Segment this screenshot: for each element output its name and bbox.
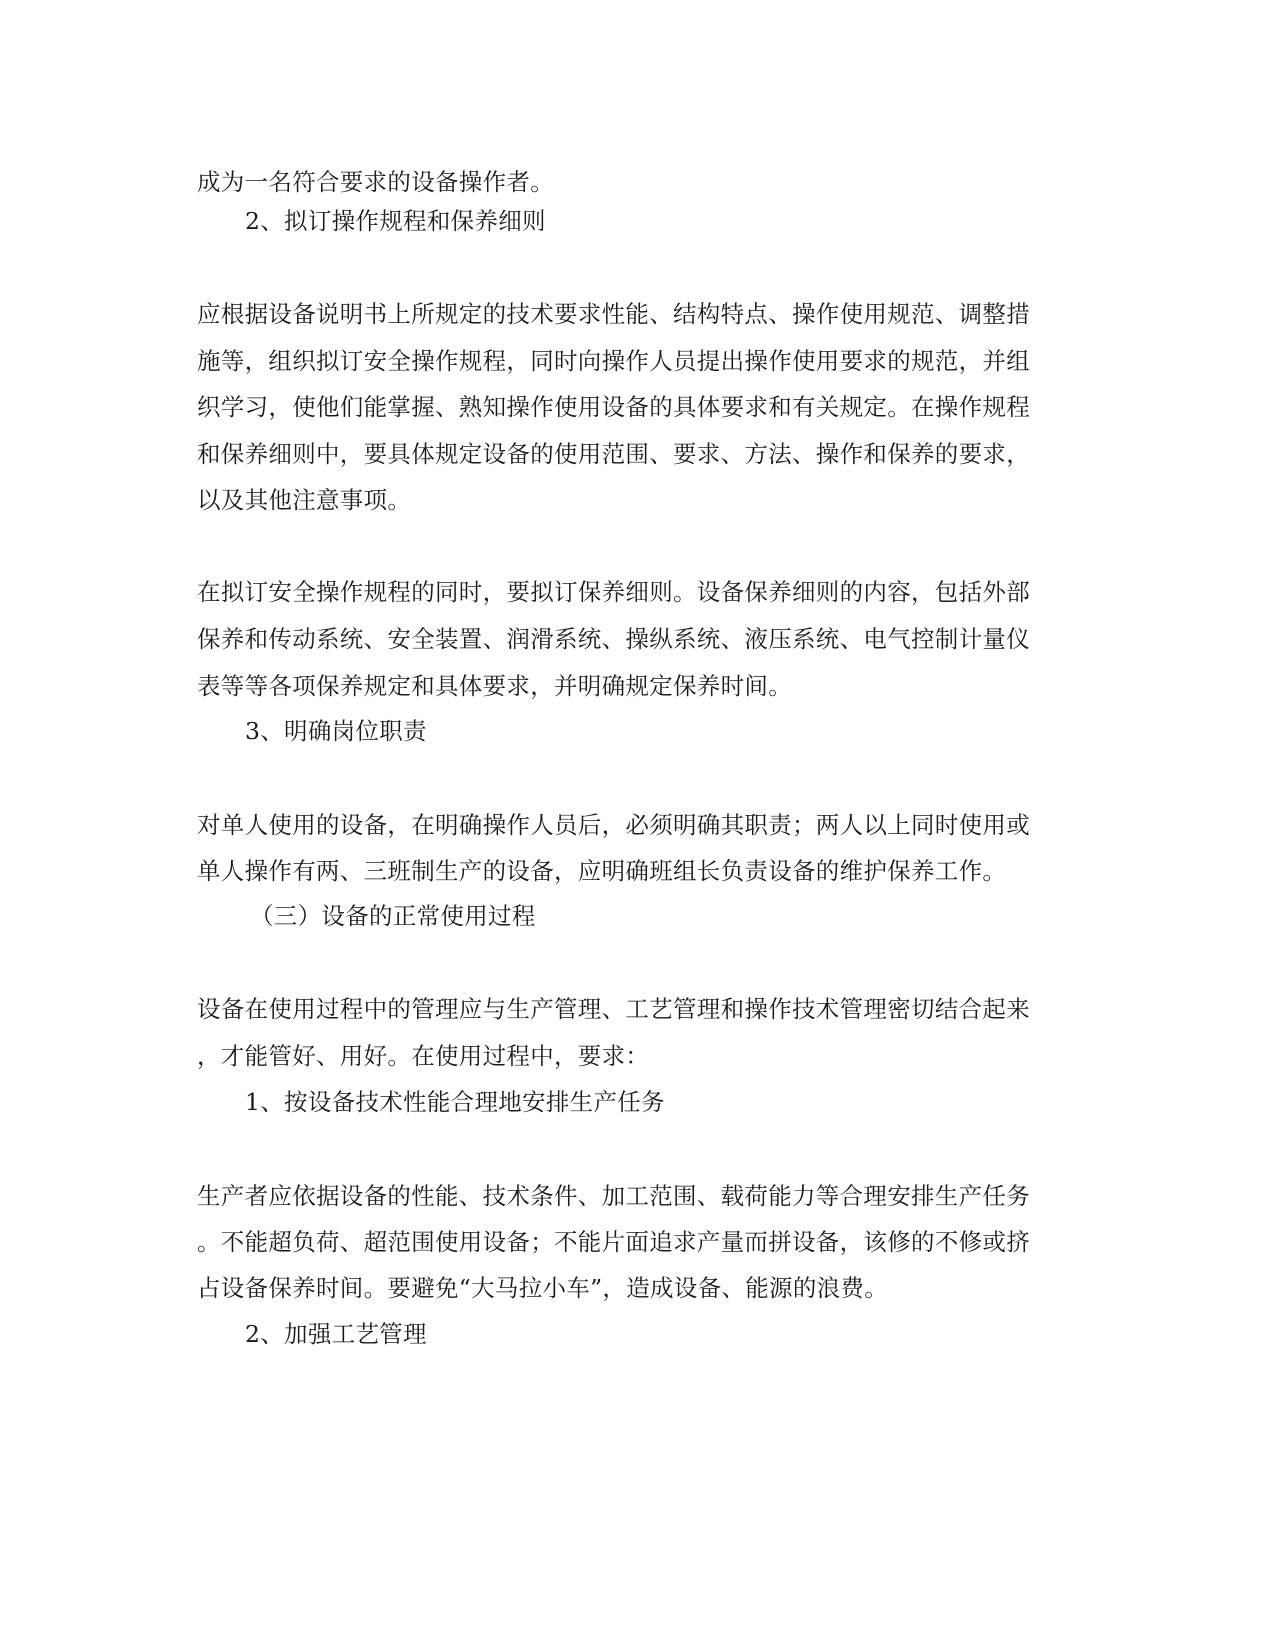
body-text-line: 。不能超负荷、超范围使用设备；不能片面追求产量而拼设备，该修的不修或挤 (197, 1228, 1030, 1256)
body-text-line: 以及其他注意事项。 (197, 486, 412, 514)
section-heading: （三）设备的正常使用过程 (250, 902, 536, 930)
body-text-line: 应根据设备说明书上所规定的技术要求性能、结构特点、操作使用规范、调整措 (197, 300, 1030, 328)
body-text-line: 生产者应依据设备的性能、技术条件、加工范围、载荷能力等合理安排生产任务 (197, 1182, 1030, 1210)
body-text-line: 占设备保养时间。要避免“大马拉小车”，造成设备、能源的浪费。 (197, 1274, 889, 1302)
body-text-line: 织学习，使他们能掌握、熟知操作使用设备的具体要求和有关规定。在操作规程 (197, 393, 1030, 421)
body-text-line: 对单人使用的设备，在明确操作人员后，必须明确其职责；两人以上同时使用或 (197, 811, 1030, 839)
body-text-line: ，才能管好、用好。在使用过程中，要求： (197, 1042, 650, 1070)
body-text-line: 保养和传动系统、安全装置、润滑系统、操纵系统、液压系统、电气控制计量仪 (197, 625, 1030, 653)
subsection-heading: 2、加强工艺管理 (245, 1320, 427, 1348)
subsection-heading: 1、按设备技术性能合理地安排生产任务 (245, 1088, 665, 1116)
body-text-line: 在拟订安全操作规程的同时，要拟订保养细则。设备保养细则的内容，包括外部 (197, 578, 1030, 606)
body-text-line: 表等等各项保养规定和具体要求，并明确规定保养时间。 (197, 672, 792, 700)
body-text-line: 施等，组织拟订安全操作规程，同时向操作人员提出操作使用要求的规范，并组 (197, 347, 1030, 375)
subsection-heading: 2、拟订操作规程和保养细则 (245, 207, 546, 235)
body-text-line: 单人操作有两、三班制生产的设备，应明确班组长负责设备的维护保养工作。 (197, 857, 1007, 885)
subsection-heading: 3、明确岗位职责 (245, 717, 427, 745)
body-text-line: 设备在使用过程中的管理应与生产管理、工艺管理和操作技术管理密切结合起来 (197, 995, 1030, 1023)
body-text-line: 成为一名符合要求的设备操作者。 (197, 168, 554, 196)
body-text-line: 和保养细则中，要具体规定设备的使用范围、要求、方法、操作和保养的要求， (197, 440, 1030, 468)
